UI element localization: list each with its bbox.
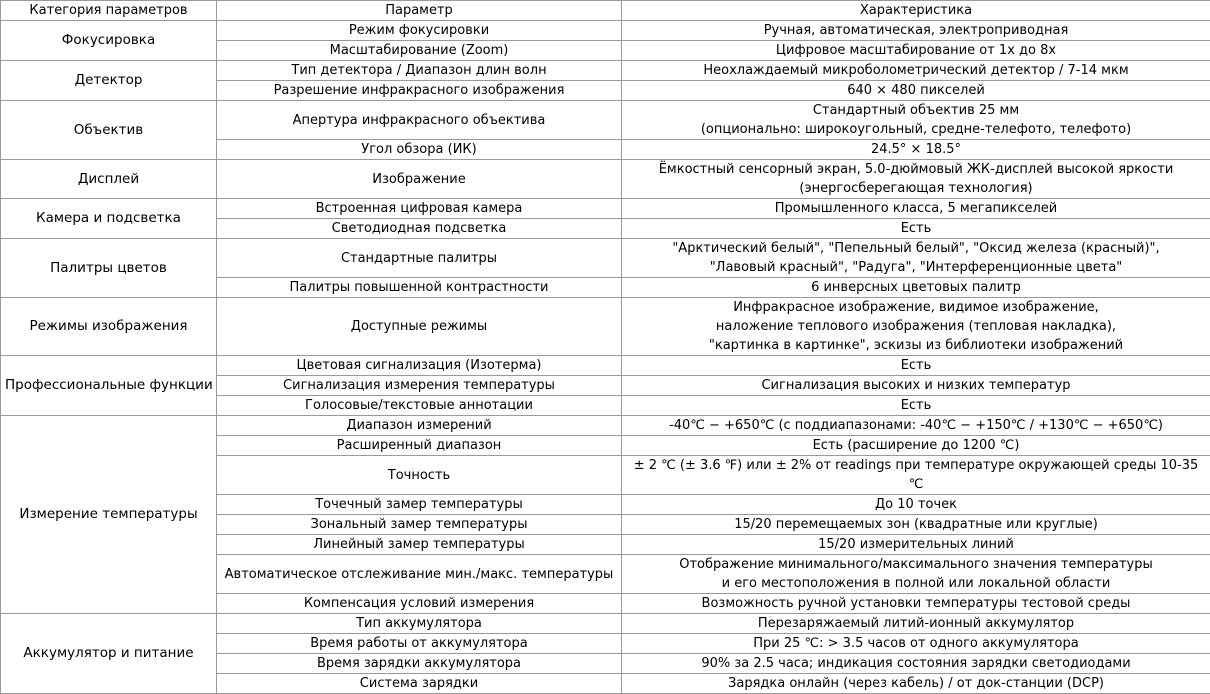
table-row [1,101,1210,140]
value-cell: Есть (расширение до 1200 ℃) [622,436,1210,456]
parameter-cell: Тип аккумулятора [217,614,622,634]
parameter-cell: Масштабирование (Zoom) [217,41,622,61]
value-cell: Инфракрасное изображение, видимое изображение, наложение теплового изображения (тепловая накладка), "картинка в картинке", эскизы из библиотеки изображений [622,298,1210,356]
value-cell: Есть [622,396,1210,416]
value-cell: "Арктический белый", "Пепельный белый", "Оксид железа (красный)", "Лавовый красный", "Радуга", "Интерференционные цвета" [622,239,1210,278]
value-cell: Ручная, автоматическая, электроприводная [622,21,1210,41]
value-cell: 6 инверсных цветовых палитр [622,278,1210,298]
category-cell: Аккумулятор и питание [1,614,217,694]
value-cell: 90% за 2.5 часа; индикация состояния зарядки светодиодами [622,654,1210,674]
category-cell: Профессиональные функции [1,356,217,416]
value-cell: Есть [622,356,1210,376]
value-cell: Цифровое масштабирование от 1x до 8x [622,41,1210,61]
parameter-cell: Цветовая сигнализация (Изотерма) [217,356,622,376]
header-category: Категория параметров [1,1,217,21]
category-cell: Измерение температуры [1,416,217,614]
table-row [1,239,1210,278]
category-cell: Палитры цветов [1,239,217,298]
value-cell: Отображение минимального/максимального значения температуры и его местоположения в полной или локальной области [622,555,1210,594]
parameter-cell: Диапазон измерений [217,416,622,436]
value-cell: Есть [622,219,1210,239]
parameter-cell: Апертура инфракрасного объектива [217,101,622,140]
table-row [1,21,1210,41]
parameter-cell: Изображение [217,160,622,199]
parameter-cell: Сигнализация измерения температуры [217,376,622,396]
parameter-cell: Автоматическое отслеживание мин./макс. температуры [217,555,622,594]
value-cell: При 25 ℃: > 3.5 часов от одного аккумулятора [622,634,1210,654]
value-cell: ± 2 ℃ (± 3.6 ℉) или ± 2% от readings при температуре окружающей среды 10-35 ℃ [622,456,1210,495]
parameter-cell: Линейный замер температуры [217,535,622,555]
category-cell: Дисплей [1,160,217,199]
category-cell: Объектив [1,101,217,160]
parameter-cell: Зональный замер температуры [217,515,622,535]
parameter-cell: Компенсация условий измерения [217,594,622,614]
parameter-cell: Время зарядки аккумулятора [217,654,622,674]
table-row [1,61,1210,81]
table-row [1,298,1210,356]
parameter-cell: Расширенный диапазон [217,436,622,456]
spec-table-body [1,21,1210,694]
value-cell: Стандартный объектив 25 мм (опционально: широкоугольный, средне-телефото, телефото) [622,101,1210,140]
parameter-cell: Голосовые/текстовые аннотации [217,396,622,416]
parameter-cell: Встроенная цифровая камера [217,199,622,219]
category-cell: Режимы изображения [1,298,217,356]
value-cell: 640 × 480 пикселей [622,81,1210,101]
category-cell: Камера и подсветка [1,199,217,239]
parameter-cell: Точечный замер температуры [217,495,622,515]
parameter-cell: Палитры повышенной контрастности [217,278,622,298]
category-cell: Детектор [1,61,217,101]
header-row [1,1,1210,21]
table-row [1,416,1210,436]
table-row [1,160,1210,199]
parameter-cell: Тип детектора / Диапазон длин волн [217,61,622,81]
parameter-cell: Светодиодная подсветка [217,219,622,239]
value-cell: Промышленного класса, 5 мегапикселей [622,199,1210,219]
parameter-cell: Режим фокусировки [217,21,622,41]
value-cell: Неохлаждаемый микроболометрический детектор / 7-14 мкм [622,61,1210,81]
value-cell: Сигнализация высоких и низких температур [622,376,1210,396]
table-row [1,614,1210,634]
value-cell: Возможность ручной установки температуры тестовой среды [622,594,1210,614]
value-cell: -40℃ − +650℃ (с поддиапазонами: -40℃ − +150℃ / +130℃ − +650℃) [622,416,1210,436]
header-parameter: Параметр [217,1,622,21]
value-cell: 15/20 измерительных линий [622,535,1210,555]
parameter-cell: Система зарядки [217,674,622,694]
value-cell: 24.5° × 18.5° [622,140,1210,160]
value-cell: 15/20 перемещаемых зон (квадратные или круглые) [622,515,1210,535]
parameter-cell: Доступные режимы [217,298,622,356]
header-characteristic: Характеристика [622,1,1210,21]
table-row [1,199,1210,219]
value-cell: До 10 точек [622,495,1210,515]
parameter-cell: Стандартные палитры [217,239,622,278]
table-row [1,356,1210,376]
value-cell: Перезаряжаемый литий-ионный аккумулятор [622,614,1210,634]
parameter-cell: Угол обзора (ИК) [217,140,622,160]
value-cell: Ёмкостный сенсорный экран, 5.0-дюймовый ЖК-дисплей высокой яркости (энергосберегающая технология) [622,160,1210,199]
value-cell: Зарядка онлайн (через кабель) / от док-станции (DCP) [622,674,1210,694]
parameter-cell: Точность [217,456,622,495]
parameter-cell: Время работы от аккумулятора [217,634,622,654]
parameter-cell: Разрешение инфракрасного изображения [217,81,622,101]
category-cell: Фокусировка [1,21,217,61]
